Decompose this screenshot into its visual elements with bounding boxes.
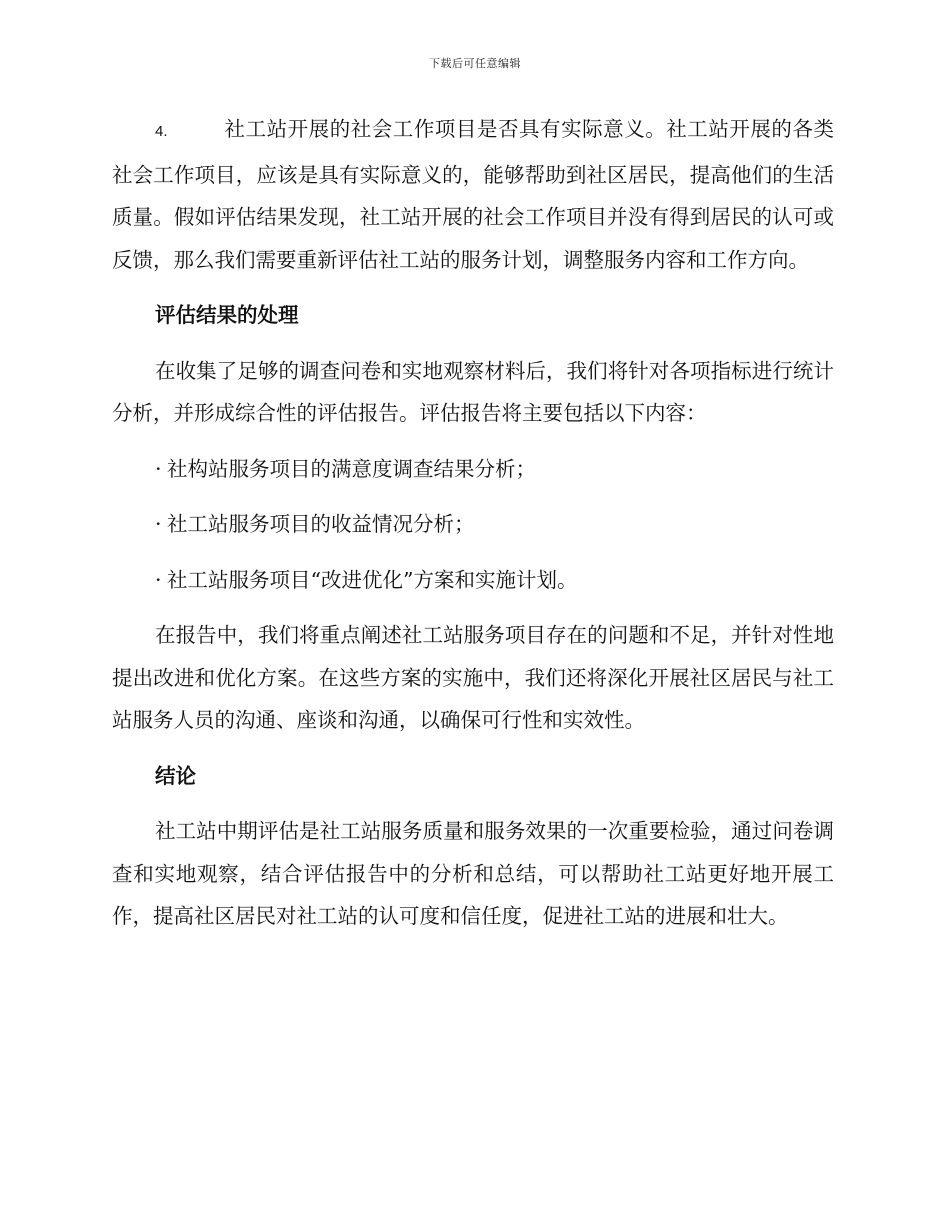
bullet-item <box>112 559 834 602</box>
processing-closing-paragraph: 在报告中，我们将重点阐述社工站服务项目存在的问题和不足，并针对性地提出改进和优化方案。在这些方案的实施中，我们还将深化开展社区居民与社工站服务人员的沟通、座谈和沟通，以确保可行性和实效性。 <box>112 623 834 732</box>
bullet-text: 社工站服务项目“改进优化”方案和实施计划。 <box>167 567 578 592</box>
bullet-item <box>112 448 834 491</box>
bullet-text: 社构站服务项目的满意度调查结果分析； <box>167 456 536 481</box>
bullet-dot: · <box>155 567 162 592</box>
item-number: 4. <box>155 123 168 140</box>
bullet-dot: · <box>155 456 162 481</box>
section-heading-processing: 评估结果的处理 <box>155 303 299 327</box>
bullet-item <box>112 503 834 546</box>
page-header: 下载后可任意编辑 <box>429 57 521 70</box>
bullet-text: 社工站服务项目的收益情况分析； <box>167 512 475 536</box>
item-text: 社工站开展的社会工作项目是否具有实际意义。社工站开展的各类社会工作项目，应该是具有实际意义的，能够帮助到社区居民，提高他们的生活质量。假如评估结果发现，社工站开展的社会工作项目并没有得到居民的认可或反馈，那么我们需要重新评估社工站的服务计划，调整服务内容和工作方向。 <box>112 117 834 272</box>
conclusion-paragraph: 社工站中期评估是社工站服务质量和服务效果的一次重要检验，通过问卷调查和实地观察，结合评估报告中的分析和总结，可以帮助社工站更好地开展工作，提高社区居民对社工站的认可度和信任度，促进社工站的进展和壮大。 <box>112 819 834 928</box>
section-heading-conclusion: 结论 <box>155 763 196 788</box>
document-body <box>112 108 834 951</box>
bullet-dot: · <box>155 512 162 536</box>
processing-intro-paragraph: 在收集了足够的调查问卷和实地观察材料后，我们将针对各项指标进行统计分析，并形成综合性的评估报告。评估报告将主要包括以下内容： <box>112 358 834 425</box>
numbered-paragraph-4 <box>112 108 834 281</box>
